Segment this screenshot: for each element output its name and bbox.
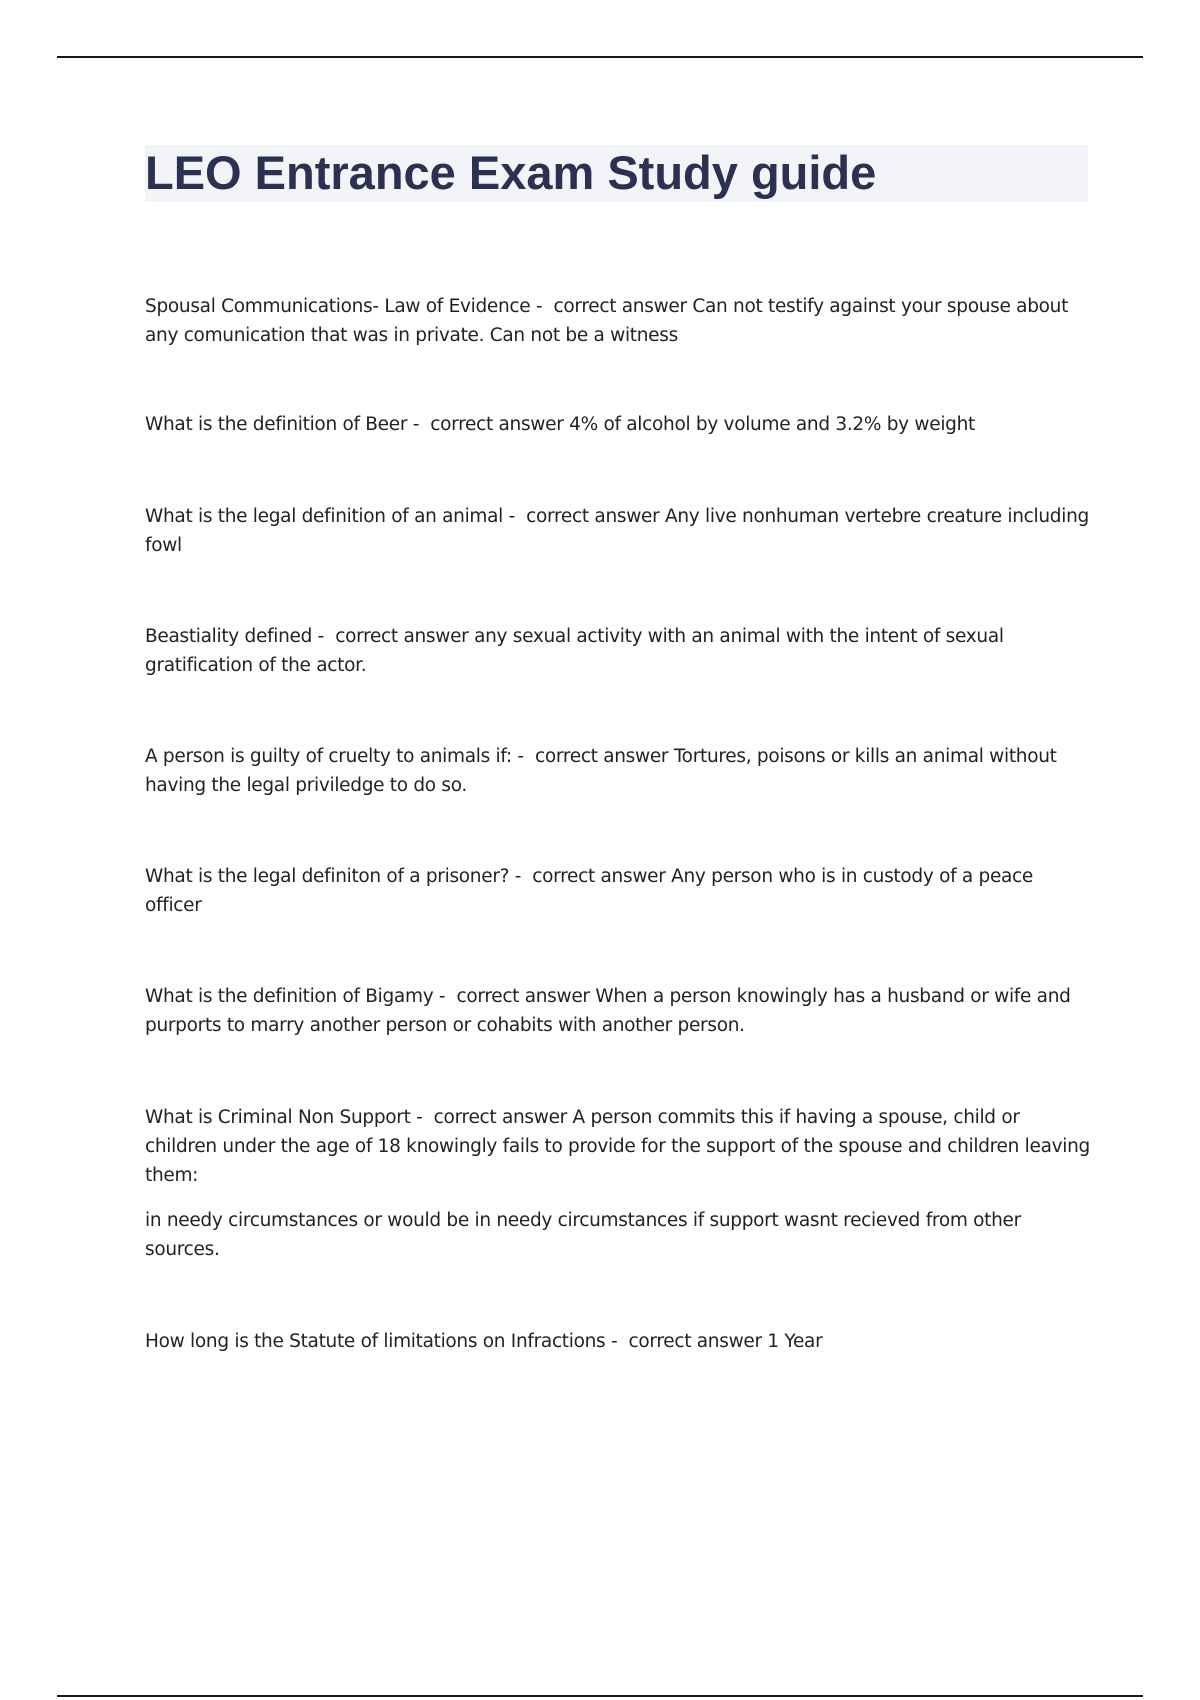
answer-marker: - correct answer xyxy=(605,1331,768,1352)
qa-item xyxy=(145,622,1090,680)
answer-text: 1 Year xyxy=(767,1331,823,1352)
answer-marker: - correct answer xyxy=(433,986,596,1007)
question-text: What is the definition of Beer xyxy=(145,414,408,435)
qa-item xyxy=(145,1327,1090,1356)
question-text: What is Criminal Non Support xyxy=(145,1107,411,1128)
answer-marker: - correct answer xyxy=(312,626,475,647)
question-text: What is the legal definition of an animal xyxy=(145,506,504,527)
question-text: How long is the Statute of limitations on Infractions xyxy=(145,1331,606,1352)
qa-item xyxy=(145,982,1090,1040)
answer-text: Any person who is in custody of a peace officer xyxy=(145,866,1034,916)
question-text: Spousal Communications- Law of Evidence xyxy=(145,296,531,317)
qa-item xyxy=(145,502,1090,560)
question-text: A person is guilty of cruelty to animals if: xyxy=(145,746,512,767)
qa-item xyxy=(145,292,1090,350)
answer-marker: - correct answer xyxy=(511,746,674,767)
answer-marker: - correct answer xyxy=(530,296,693,317)
answer-text: Can not testify against your spouse about any comunication that was in private. Can not be a witness xyxy=(145,296,1069,346)
answer-text: 4% of alcohol by volume and 3.2% by weight xyxy=(569,414,975,435)
answer-text: Any live nonhuman vertebre creature including fowl xyxy=(145,506,1089,556)
bottom-rule xyxy=(57,1695,1143,1697)
qa-continuation: in needy circumstances or would be in needy circumstances if support wasnt recieved from other sources. xyxy=(145,1210,1021,1260)
question-text: What is the legal definiton of a prisoner? xyxy=(145,866,510,887)
qa-item xyxy=(145,1103,1090,1190)
answer-marker: - correct answer xyxy=(503,506,666,527)
answer-marker: - correct answer xyxy=(410,1107,573,1128)
qa-item xyxy=(145,742,1090,800)
page-title: LEO Entrance Exam Study guide xyxy=(145,146,877,199)
answer-text: When a person knowingly has a husband or wife and purports to marry another person or cohabits with another person. xyxy=(145,986,1071,1036)
answer-text: Tortures, poisons or kills an animal without having the legal priviledge to do so. xyxy=(145,746,1057,796)
question-text: Beastiality defined xyxy=(145,626,313,647)
qa-item xyxy=(145,410,1090,439)
qa-item xyxy=(145,862,1090,920)
question-text: What is the definition of Bigamy xyxy=(145,986,434,1007)
top-rule xyxy=(57,56,1143,58)
answer-text: A person commits this if having a spouse, child or children under the age of 18 knowingly fails to provide for the support of the spouse and children leaving them: xyxy=(145,1107,1090,1186)
answer-text: any sexual activity with an animal with the intent of sexual gratification of the actor. xyxy=(145,626,1004,676)
answer-marker: - correct answer xyxy=(407,414,570,435)
answer-marker: - correct answer xyxy=(509,866,672,887)
